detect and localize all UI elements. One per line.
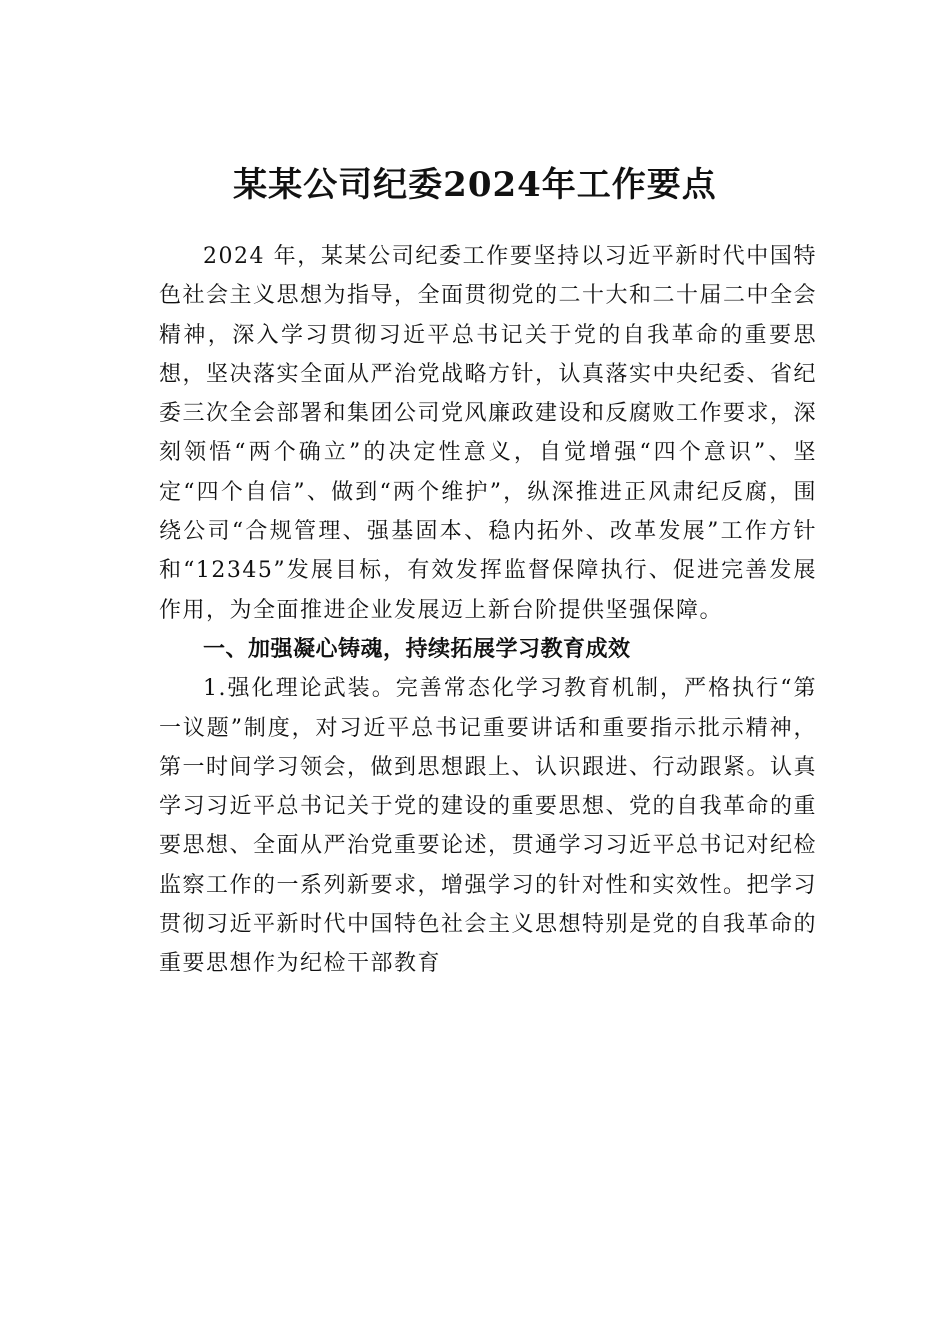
intro-paragraph: 2024 年，某某公司纪委工作要坚持以习近平新时代中国特色社会主义思想为指导，全面贯彻党的二十大和二十届二中全会精神，深入学习贯彻习近平总书记关于党的自我革命的重要思想，坚决落实全面从严治党战略方针，认真落实中央纪委、省纪委三次全会部署和集团公司党风廉政建设和反腐败工作要求，深刻领悟“两个确立”的决定性意义，自觉增强“四个意识”、坚定“四个自信”、做到“两个维护”，纵深推进正风肃纪反腐，围绕公司“合规管理、强基固本、稳内拓外、改革发展”工作方针和“12345”发展目标，有效发挥监督保障执行、促进完善发展作用，为全面推进企业发展迈上新台阶提供坚强保障。	[159, 244, 818, 623]
section-item-paragraph: 1.强化理论武装。完善常态化学习教育机制，严格执行“第一议题”制度，对习近平总书记重要讲话和重要指示批示精神，第一时间学习领会，做到思想跟上、认识跟进、行动跟紧。认真学习习近平总书记关于党的建设的重要思想、党的自我革命的重要思想、全面从严治党重要论述，贯通学习习近平总书记对纪检监察工作的一系列新要求，增强学习的针对性和实效性。把学习贯彻习近平新时代中国特色社会主义思想特别是党的自我革命的重要思想作为纪检干部教育	[159, 676, 818, 977]
document-body	[159, 237, 817, 984]
section-heading: 一、加强凝心铸魂，持续拓展学习教育成效	[203, 636, 631, 662]
document-title: 某某公司纪委2024年工作要点	[233, 165, 717, 205]
